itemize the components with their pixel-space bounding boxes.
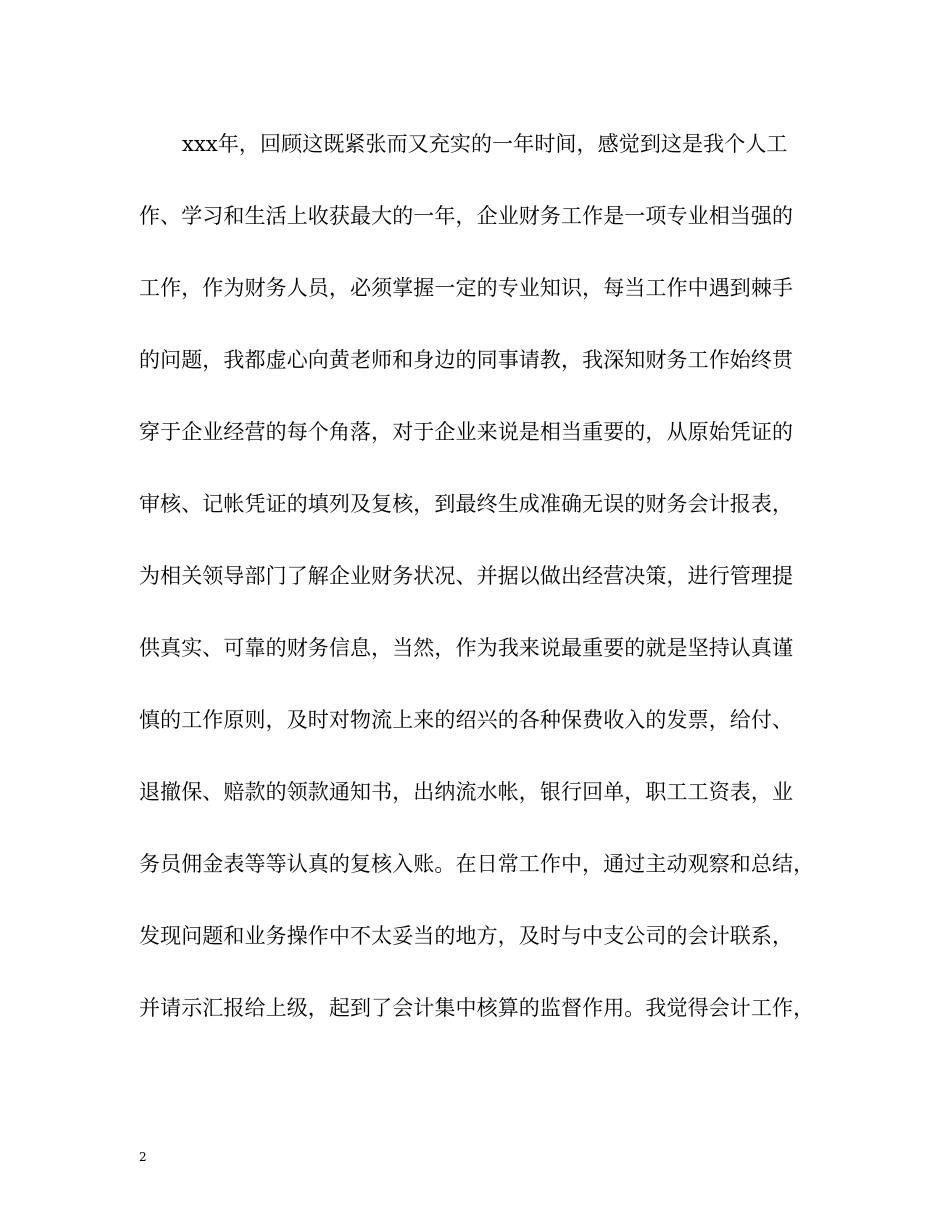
paragraph-line-7: 为相关领导部门了解企业财务状况、并据以做出经营决策，进行管理提	[139, 564, 794, 588]
paragraph-line-9: 慎的工作原则，及时对物流上来的绍兴的各种保费收入的发票，给付、	[139, 708, 794, 732]
paragraph-line-5: 穿于企业经营的每个角落，对于企业来说是相当重要的，从原始凭证的	[139, 420, 794, 444]
paragraph-line-1: xxx年，回顾这既紧张而又充实的一年时间，感觉到这是我个人工	[182, 132, 788, 156]
paragraph-line-8: 供真实、可靠的财务信息，当然，作为我来说最重要的就是坚持认真谨	[139, 636, 794, 660]
paragraph-line-10: 退撤保、赔款的领款通知书，出纳流水帐，银行回单，职工工资表，业	[139, 780, 794, 804]
paragraph-line-6: 审核、记帐凭证的填列及复核，到最终生成准确无误的财务会计报表，	[139, 492, 794, 516]
paragraph-line-13: 并请示汇报给上级，起到了会计集中核算的监督作用。我觉得会计工作，	[139, 996, 815, 1020]
paragraph-line-3: 工作，作为财务人员，必须掌握一定的专业知识，每当工作中遇到棘手	[139, 276, 794, 300]
page-number: 2	[139, 1150, 147, 1164]
paragraph-line-2: 作、学习和生活上收获最大的一年，企业财务工作是一项专业相当强的	[139, 204, 794, 228]
paragraph-line-4: 的问题，我都虚心向黄老师和身边的同事请教，我深知财务工作始终贯	[139, 348, 794, 372]
paragraph-line-12: 发现问题和业务操作中不太妥当的地方，及时与中支公司的会计联系，	[139, 924, 794, 948]
paragraph-line-11: 务员佣金表等等认真的复核入账。在日常工作中，通过主动观察和总结，	[139, 852, 815, 876]
